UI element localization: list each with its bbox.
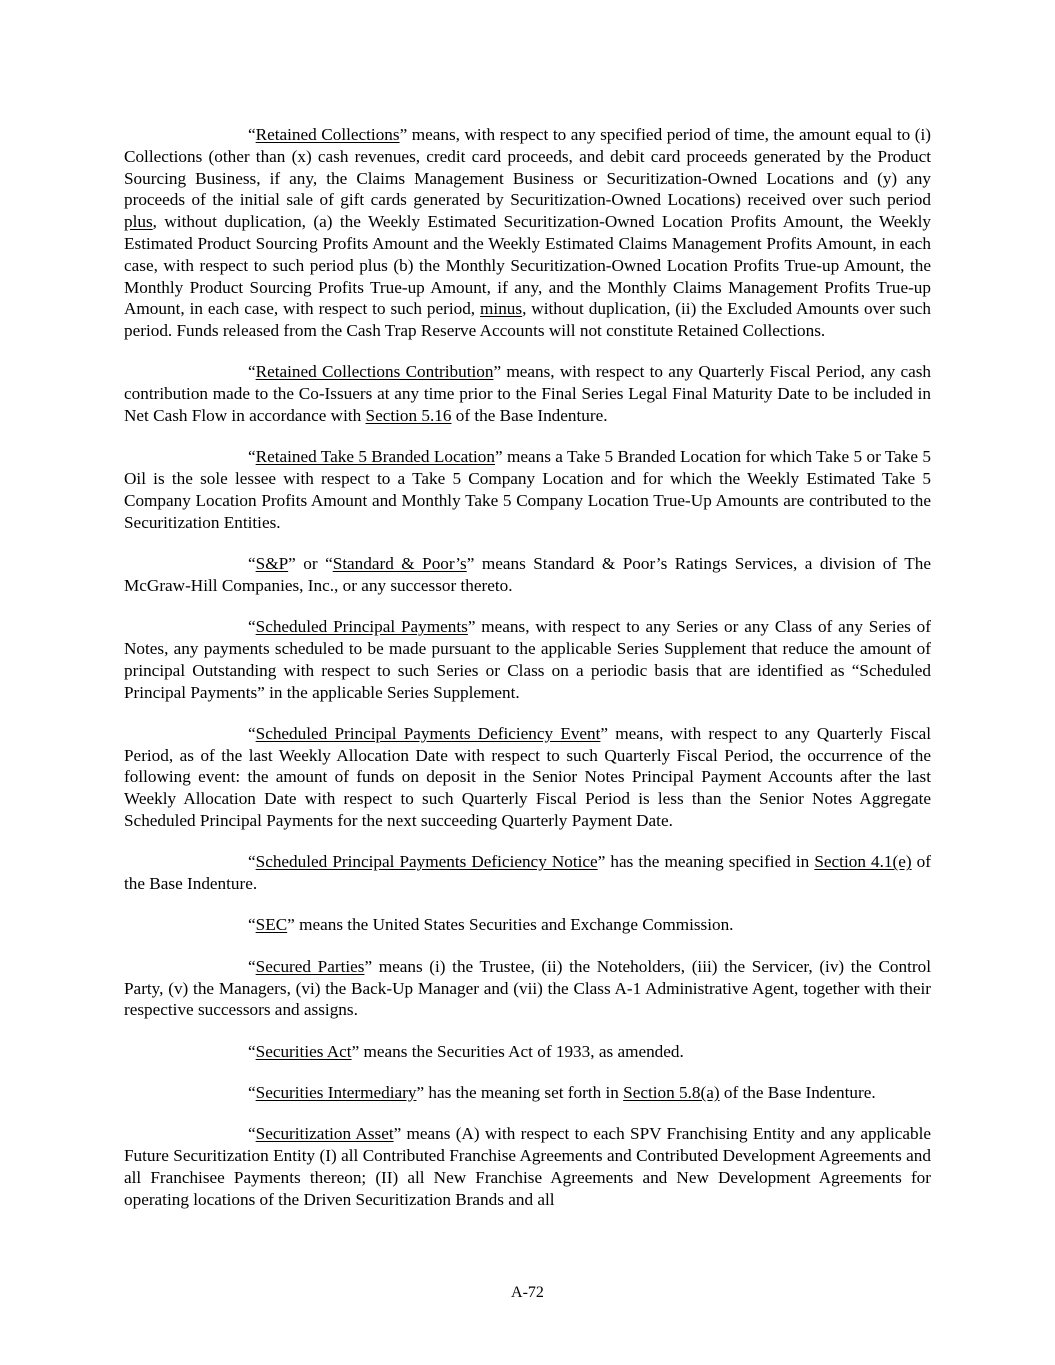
definition-paragraph bbox=[124, 361, 931, 426]
definition-text: “ bbox=[248, 1082, 256, 1102]
defined-term: SEC bbox=[255, 915, 288, 935]
defined-term: Scheduled Principal Payments Deficiency Event bbox=[255, 723, 601, 743]
cross-reference: Standard & Poor’s bbox=[332, 554, 467, 574]
page-number: A-72 bbox=[511, 1284, 544, 1301]
definition-text: “ bbox=[248, 554, 256, 574]
defined-term: Retained Collections Contribution bbox=[255, 362, 494, 382]
definition-text: ” means, with respect to any Quarterly Fiscal Period, any cash contribution made to the Co-Issuers at any time prior to the Final Series Legal Final Maturity Date to be included in Net Cash Flow in accordance with bbox=[124, 362, 931, 426]
definition-paragraph bbox=[124, 1041, 931, 1063]
defined-term: Securitization Asset bbox=[255, 1124, 394, 1144]
definition-text: ” means (A) with respect to each SPV Franchising Entity and any applicable Future Securitization Entity (I) all Contributed Franchise Agreements and Contributed Development Agreements and all Franchisee Payments thereon; (II) all New Franchise Agreements and New Development Agreements for operating locations of the Driven Securitization Brands and all bbox=[124, 1124, 932, 1209]
definition-text: ” means, with respect to any specified period of time, the amount equal to (i) Collections (other than (x) cash revenues, credit card proceeds, and debit card proceeds generated by the Product Sourcing Business, if any, the Claims Management Business or Securitization-Owned Locations and (y) any proceeds of the initial sale of gift cards generated by Securitization-Owned Locations) received over such period bbox=[124, 125, 931, 210]
cross-reference: plus bbox=[124, 212, 153, 232]
definition-text: ” means the United States Securities and Exchange Commission. bbox=[287, 915, 734, 935]
definition-text: ” or “ bbox=[288, 554, 333, 574]
document-body bbox=[124, 124, 931, 1230]
definition-text: “ bbox=[248, 956, 256, 976]
definition-text: “ bbox=[248, 915, 256, 935]
definition-text: ” means the Securities Act of 1933, as amended. bbox=[351, 1041, 684, 1061]
cross-reference: Section 5.8(a) bbox=[623, 1082, 720, 1102]
definition-paragraph bbox=[124, 1123, 931, 1210]
definition-text: “ bbox=[248, 617, 256, 637]
definition-text: “ bbox=[248, 723, 256, 743]
defined-term: Securities Act bbox=[255, 1041, 352, 1061]
definition-paragraph bbox=[124, 553, 931, 597]
definition-paragraph bbox=[124, 723, 931, 832]
definition-text: , without duplication, (ii) the Excluded Amounts over such period. Funds released from the Cash Trap Reserve Accounts will not constitute Retained Collections. bbox=[124, 299, 931, 341]
definition-paragraph bbox=[124, 956, 931, 1021]
definition-text: “ bbox=[248, 852, 256, 872]
definition-paragraph bbox=[124, 616, 931, 703]
definition-text: ” means a Take 5 Branded Location for which Take 5 or Take 5 Oil is the sole lessee with respect to a Take 5 Company Location and for which the Weekly Estimated Take 5 Company Location Profits Amount and Monthly Take 5 Company Location True-Up Amounts are contributed to the Securitization Entities. bbox=[124, 447, 931, 532]
definition-paragraph bbox=[124, 914, 931, 936]
definition-text: “ bbox=[248, 1124, 256, 1144]
definition-text: ” has the meaning set forth in bbox=[416, 1082, 624, 1102]
definition-text: of the Base Indenture. bbox=[719, 1082, 876, 1102]
defined-term: Retained Collections bbox=[255, 125, 400, 144]
definition-text: , without duplication, (a) the Weekly Estimated Securitization-Owned Location Profits Amount, the Weekly Estimated Product Sourcing Profits Amount and the Weekly Estimated Claims Management Profits Amount, in each case, with respect to such period plus (b) the Monthly Securitization-Owned Location Profits True-up Amount, the Monthly Product Sourcing Profits True-up Amount, if any, and the Monthly Claims Management Profits True-up Amount, in each case, with respect to such period, bbox=[124, 212, 931, 319]
definition-text: ” means (i) the Trustee, (ii) the Noteholders, (iii) the Servicer, (iv) the Control Party, (v) the Managers, (vi) the Back-Up Manager and (vii) the Class A-1 Administrative Agent, together with their respective successors and assigns. bbox=[124, 956, 931, 1020]
definition-text: “ bbox=[248, 362, 256, 382]
cross-reference: Section 4.1(e) bbox=[814, 852, 912, 872]
definition-paragraph bbox=[124, 851, 931, 895]
definition-text: ” means, with respect to any Series or any Class of any Series of Notes, any payments scheduled to be made pursuant to the applicable Series Supplement that reduce the amount of principal Outstanding with respect to such Series or Class on a periodic basis that are identified as “Scheduled Principal Payments” in the applicable Series Supplement. bbox=[124, 617, 931, 702]
defined-term: S&P bbox=[255, 554, 289, 574]
defined-term: Scheduled Principal Payments bbox=[255, 617, 468, 637]
defined-term: Retained Take 5 Branded Location bbox=[255, 447, 495, 467]
defined-term: Secured Parties bbox=[255, 956, 365, 976]
defined-term: Securities Intermediary bbox=[255, 1082, 417, 1102]
definition-text: of the Base Indenture. bbox=[451, 406, 608, 426]
defined-term: Scheduled Principal Payments Deficiency Notice bbox=[255, 852, 598, 872]
definition-text: ” has the meaning specified in bbox=[597, 852, 815, 872]
definition-text: ” means, with respect to any Quarterly Fiscal Period, as of the last Weekly Allocation Date with respect to such Quarterly Fiscal Period, the occurrence of the following event: the amount of funds on deposit in the Senior Notes Principal Payment Accounts after the last Weekly Allocation Date with respect to such Quarterly Fiscal Period is less than the Senior Notes Aggregate Scheduled Principal Payments for the next succeeding Quarterly Payment Date. bbox=[124, 723, 931, 831]
definition-text: ” means Standard & Poor’s Ratings Services, a division of The McGraw-Hill Companies, Inc., or any successor thereto. bbox=[124, 554, 931, 595]
definition-text: of the Base Indenture. bbox=[124, 852, 931, 894]
definition-text: “ bbox=[248, 447, 256, 467]
definition-text: “ bbox=[248, 1041, 256, 1061]
cross-reference: Section 5.16 bbox=[365, 406, 452, 426]
definition-paragraph bbox=[124, 446, 931, 533]
definition-paragraph bbox=[124, 124, 931, 342]
definition-paragraph bbox=[124, 1082, 931, 1104]
definition-text: “ bbox=[248, 125, 256, 144]
cross-reference: minus bbox=[480, 299, 523, 319]
